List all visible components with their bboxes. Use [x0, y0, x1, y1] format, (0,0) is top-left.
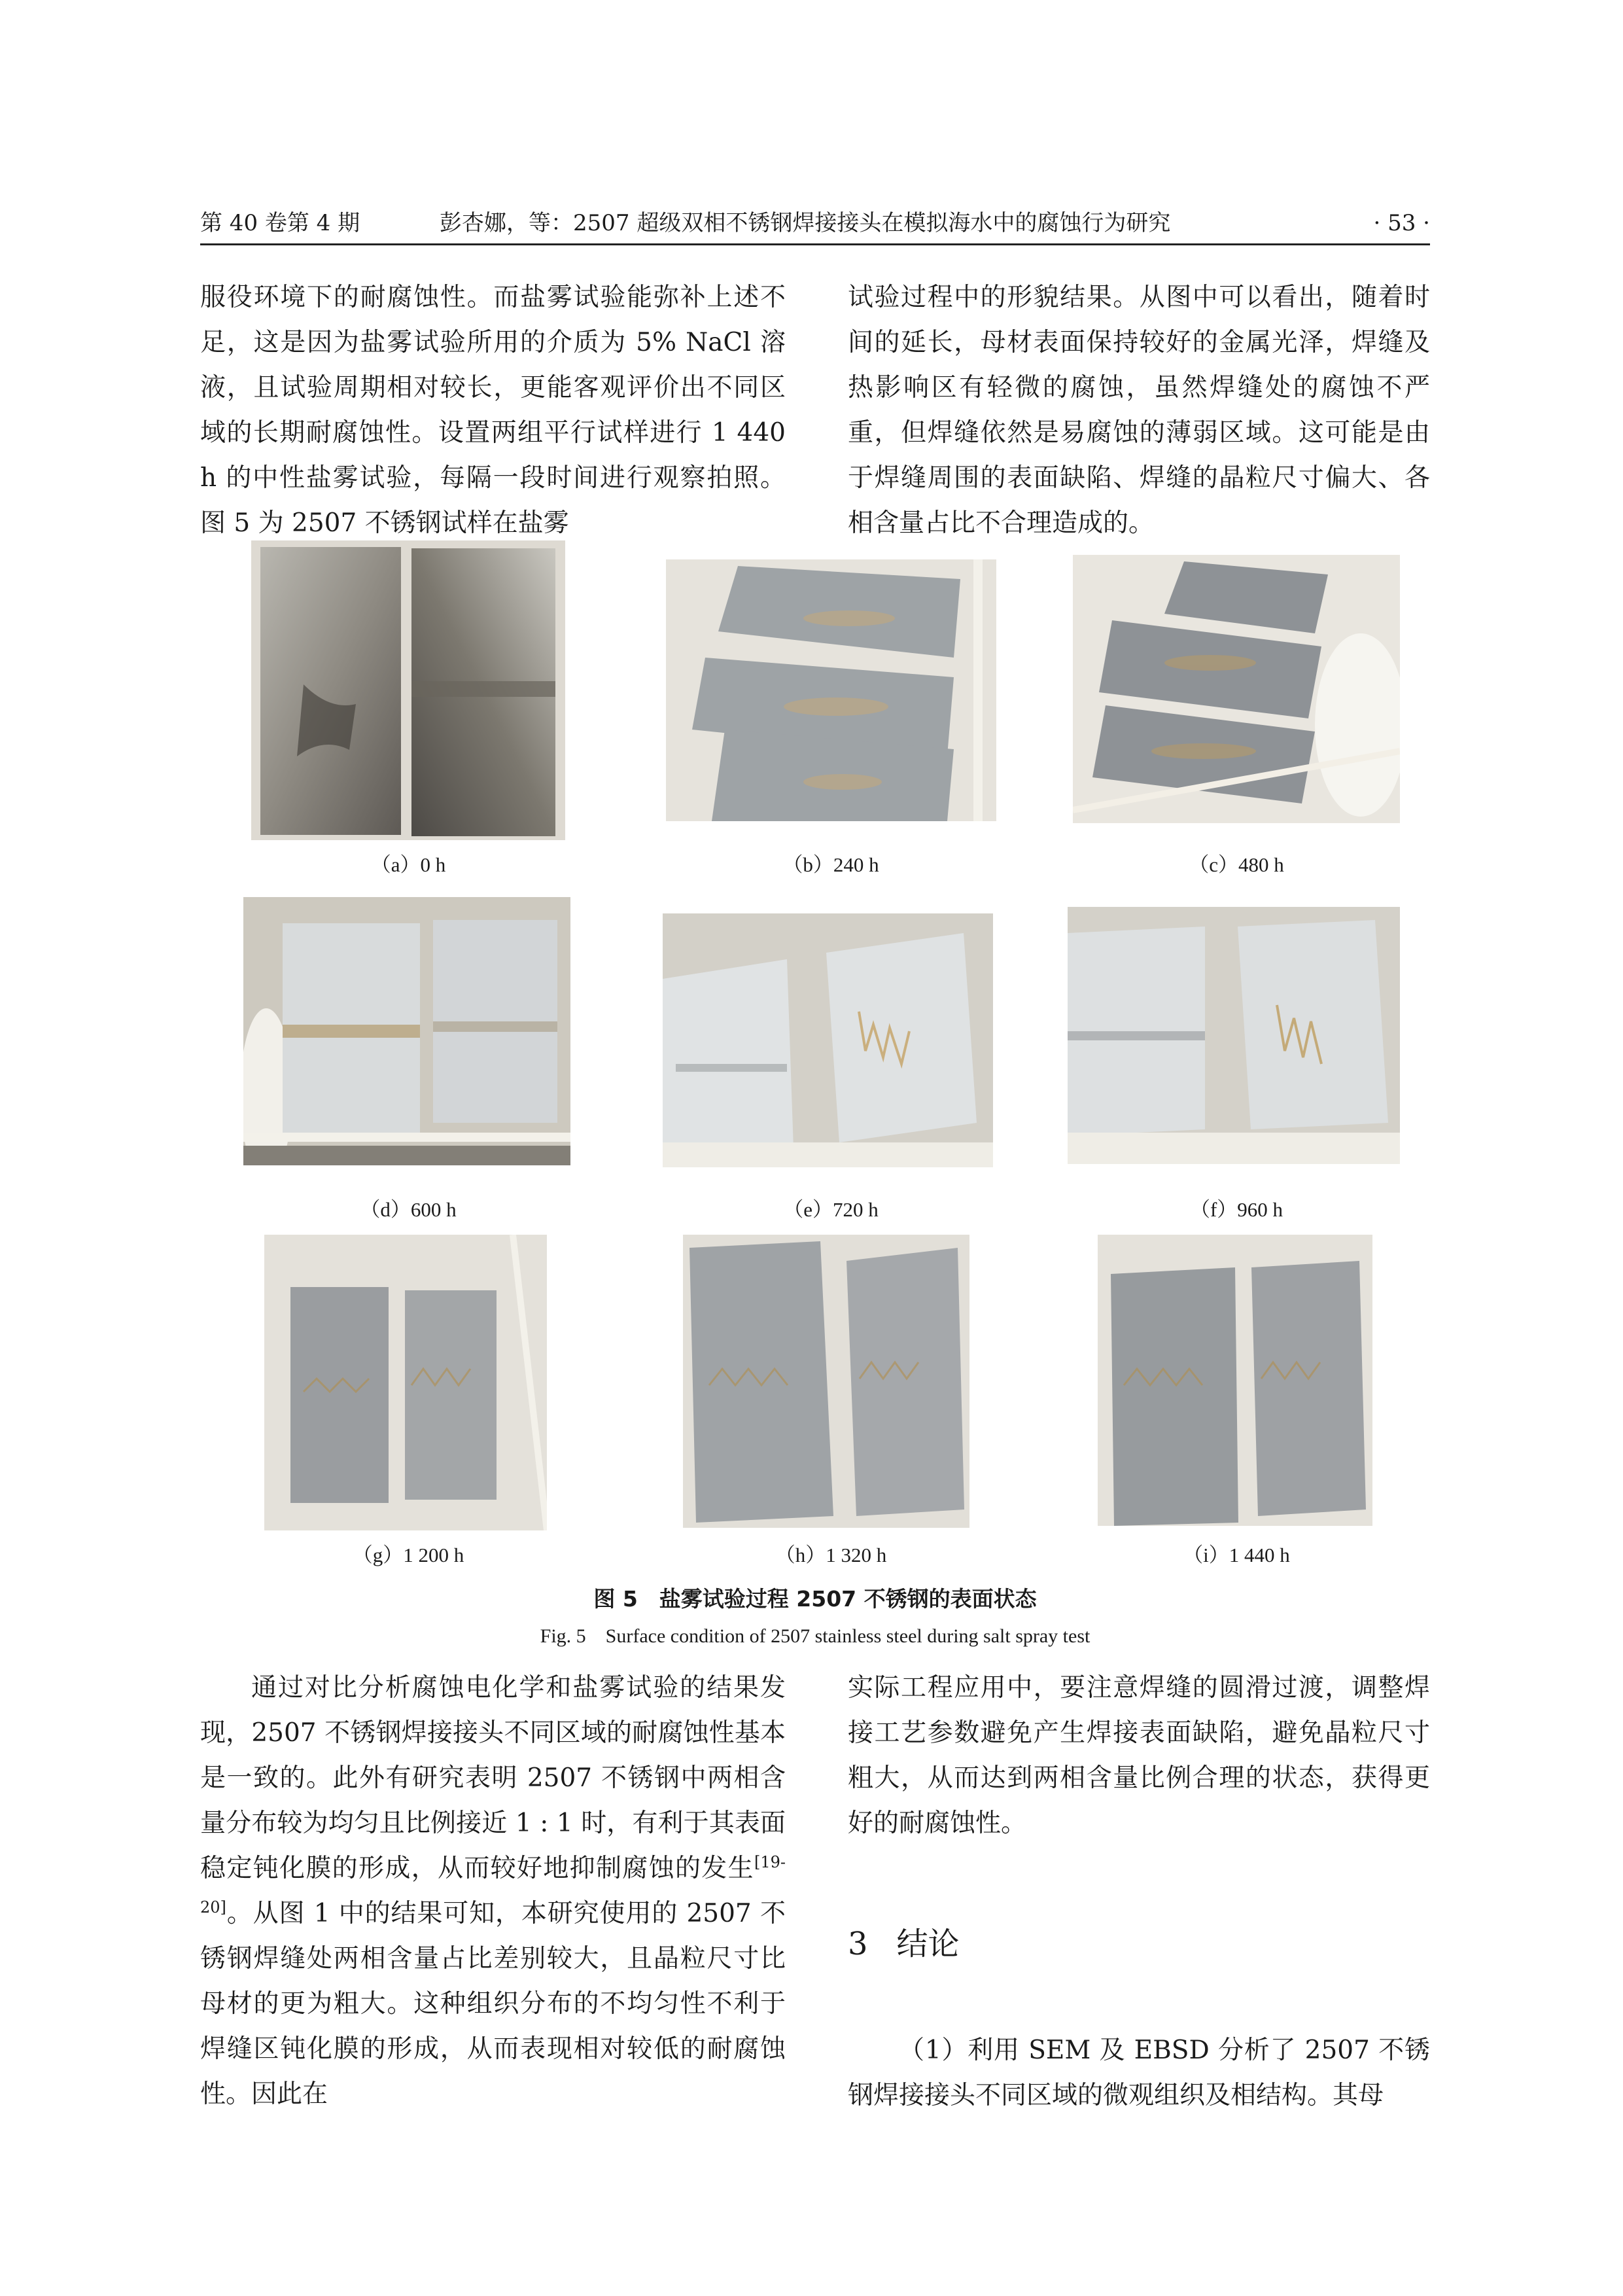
- paragraph: 服役环境下的耐腐蚀性。而盐雾试验能弥补上述不足，这是因为盐雾试验所用的介质为 5% NaCl 溶液，且试验周期相对较长，更能客观评价出不同区域的长期耐腐蚀性。设置两组平行试样进行 1 440 h 的中性盐雾试验，每隔一段时间进行观察拍照。图 5 为 2507 不锈钢试样在盐雾: [200, 283, 786, 538]
- figure-photo-a: [251, 540, 565, 840]
- right-column-top: [848, 275, 1430, 546]
- journal-volume: 第 40 卷第 4 期: [200, 210, 360, 236]
- panel-label-a: （a）0 h: [370, 853, 446, 876]
- figure-photo-f: [1068, 907, 1400, 1164]
- figure-photo-e: [663, 913, 993, 1167]
- panel-label-e: （e）720 h: [783, 1198, 879, 1221]
- running-header: [200, 203, 1430, 245]
- paragraph: [200, 1665, 786, 2117]
- citation: [19-20]: [200, 1853, 786, 1916]
- panel-label-g: （g）1 200 h: [352, 1544, 464, 1566]
- figure-photo-c: [1073, 555, 1400, 823]
- right-column-bottom: [848, 1665, 1430, 2118]
- left-column-bottom: [200, 1665, 786, 2117]
- panel-label-f: （f）960 h: [1189, 1198, 1283, 1221]
- panel-label-d: （d）600 h: [360, 1198, 457, 1221]
- panel-label-b: （b）240 h: [782, 853, 879, 876]
- paragraph: 实际工程应用中，要注意焊缝的圆滑过渡，调整焊接工艺参数避免产生焊接表面缺陷，避免晶粒尺寸粗大，从而达到两相含量比例合理的状态，获得更好的耐腐蚀性。: [848, 1673, 1430, 1838]
- panel-label-c: （c）480 h: [1189, 853, 1284, 876]
- paragraph: （1）利用 SEM 及 EBSD 分析了 2507 不锈钢焊接接头不同区域的微观组织及相结构。其母: [848, 2036, 1430, 2110]
- figure-photo-g: [264, 1235, 547, 1530]
- section-number: 3: [848, 1926, 868, 1962]
- figure-caption-en: Fig. 5 Surface condition of 2507 stainless steel during salt spray test: [540, 1625, 1091, 1647]
- left-column-top: [200, 275, 786, 546]
- section-title: 结论: [896, 1926, 960, 1962]
- panel-label-i: （i）1 440 h: [1183, 1544, 1290, 1566]
- figure-caption-cn: 图 5 盐雾试验过程 2507 不锈钢的表面状态: [593, 1586, 1037, 1612]
- page-number: · 53 ·: [1373, 210, 1430, 236]
- running-title: 彭杏娜，等：2507 超级双相不锈钢焊接接头在模拟海水中的腐蚀行为研究: [440, 210, 1171, 236]
- paragraph-text: 。从图 1 中的结果可知，本研究使用的 2507 不锈钢焊缝处两相含量占比差别较大，且晶粒尺寸比母材的更为粗大。这种组织分布的不均匀性不利于焊缝区钝化膜的形成，从而表现相对较低的耐腐蚀性。因此在: [200, 1899, 786, 2109]
- panel-label-h: （h）1 320 h: [775, 1544, 887, 1566]
- figure-photo-i: [1098, 1235, 1372, 1526]
- paragraph: 试验过程中的形貌结果。从图中可以看出，随着时间的延长，母材表面保持较好的金属光泽，焊缝及热影响区有轻微的腐蚀，虽然焊缝处的腐蚀不严重，但焊缝依然是易腐蚀的薄弱区域。这可能是由于焊缝周围的表面缺陷、焊缝的晶粒尺寸偏大、各相含量占比不合理造成的。: [848, 283, 1430, 538]
- section-heading: [848, 1924, 1430, 1964]
- paragraph-text: 通过对比分析腐蚀电化学和盐雾试验的结果发现，2507 不锈钢焊接接头不同区域的耐腐蚀性基本是一致的。此外有研究表明 2507 不锈钢中两相含量分布较为均匀且比例接近 1 : 1 时，有利于其表面稳定钝化膜的形成，从而较好地抑制腐蚀的发生: [200, 1673, 786, 1883]
- figure-photo-b: [666, 559, 996, 821]
- figure-photo-d: [243, 897, 570, 1165]
- figure-photo-h: [683, 1235, 969, 1528]
